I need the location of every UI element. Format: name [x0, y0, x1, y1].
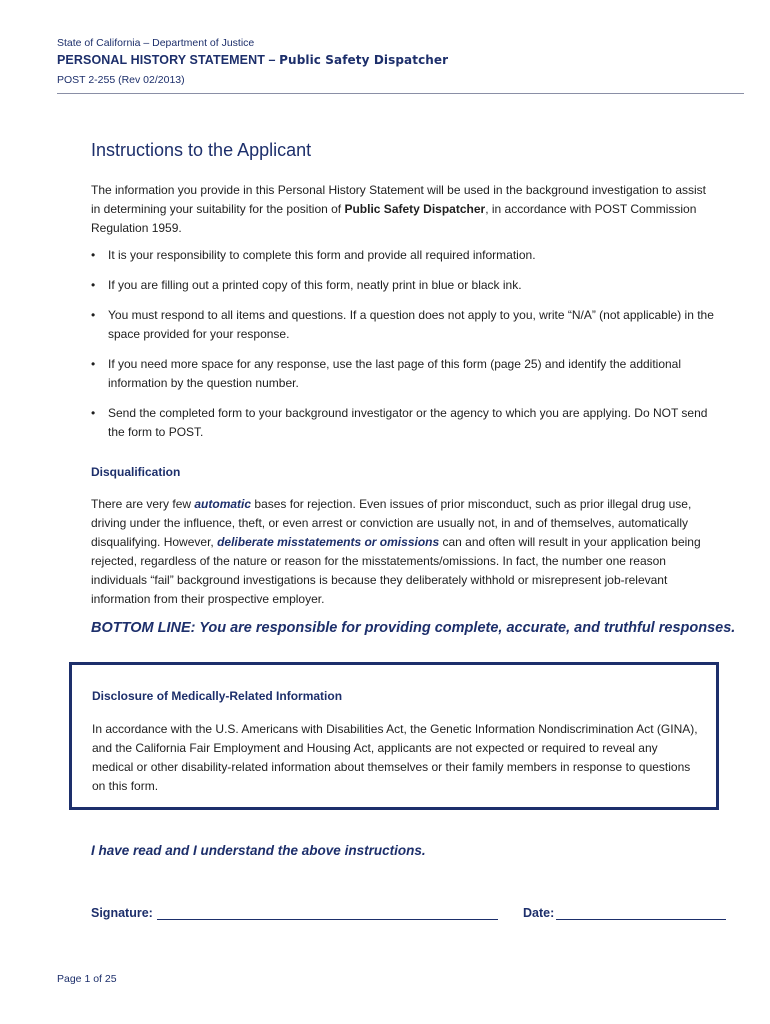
list-item: • If you are filling out a printed copy of this form, neatly print in blue or black ink. [91, 276, 716, 295]
date-label: Date: [523, 906, 555, 920]
disq-text-1: There are very few [91, 497, 195, 511]
form-number: POST 2-255 (Rev 02/2013) [57, 74, 185, 86]
page-number: Page 1 of 25 [57, 973, 117, 985]
intro-text-2: , in accordance with POST Commission Regulation 1959. [91, 202, 697, 235]
disclosure-heading: Disclosure of Medically-Related Information [92, 689, 343, 703]
bottom-line-statement [91, 620, 735, 636]
form-title-main: PERSONAL HISTORY STATEMENT – [57, 53, 280, 67]
bottom-line-text: : You are responsible for providing complete, accurate, and truthful responses. [190, 620, 736, 636]
intro-paragraph [91, 181, 711, 238]
disqualification-heading: Disqualification [91, 465, 181, 479]
disq-text-3: can and often will result in your application being rejected, regardless of the nature or reason for the misstatements/omissions. In fact, the number one reason individuals “fail” background investigations is because they deliberately withhold or misrepresent job-relevant information from their prospective employer. [91, 535, 701, 606]
intro-position-emphasis: Public Safety Dispatcher [344, 202, 486, 216]
list-item: • You must respond to all items and questions. If a question does not apply to you, write “N/A” (not applicable) in the space provided for your response. [91, 306, 716, 344]
list-item: • Send the completed form to your background investigator or the agency to which you are applying. Do NOT send the form to POST. [91, 404, 716, 442]
list-item: • If you need more space for any response, use the last page of this form (page 25) and identify the additional information by the question number. [91, 355, 716, 393]
disqualification-paragraph [91, 495, 706, 609]
signature-field[interactable] [157, 919, 498, 920]
disq-emphasis-automatic: automatic [194, 497, 252, 511]
page-title: Instructions to the Applicant [91, 140, 312, 160]
disq-text-2: bases for rejection. Even issues of prior misconduct, such as prior illegal drug use, driving under the influence, theft, or even arrest or conviction are usually not, in and of themselves, automatically disqualifying. However, [91, 497, 692, 549]
intro-text-1: The information you provide in this Personal History Statement will be used in the background investigation to assist in determining your suitability for the position of [91, 183, 706, 216]
date-field[interactable] [556, 919, 726, 920]
signature-label-text: Signature [91, 906, 149, 920]
form-title [57, 53, 448, 67]
bottom-line-label: BOTTOM LINE [91, 620, 191, 636]
instruction-list [91, 246, 716, 453]
form-title-position: Public Safety Dispatcher [279, 53, 449, 67]
header-divider [57, 93, 744, 94]
disq-emphasis-misstatements: deliberate misstatements or omissions [217, 535, 440, 549]
disclosure-body: In accordance with the U.S. Americans with Disabilities Act, the Genetic Information Nondiscrimination Act (GINA), and the California Fair Employment and Housing Act, applicants are not expected or required to reveal any medical or other disability-related information about themselves or their family members in response to questions on this form. [92, 722, 698, 793]
signature-label: Signature: [91, 906, 153, 920]
list-item: • It is your responsibility to complete this form and provide all required information. [91, 246, 716, 265]
date-label-text: Date [523, 906, 551, 920]
agency-name: State of California – Department of Justice [57, 37, 255, 49]
disclosure-box [69, 662, 719, 810]
acknowledgement-statement: I have read and I understand the above instructions. [91, 843, 426, 858]
